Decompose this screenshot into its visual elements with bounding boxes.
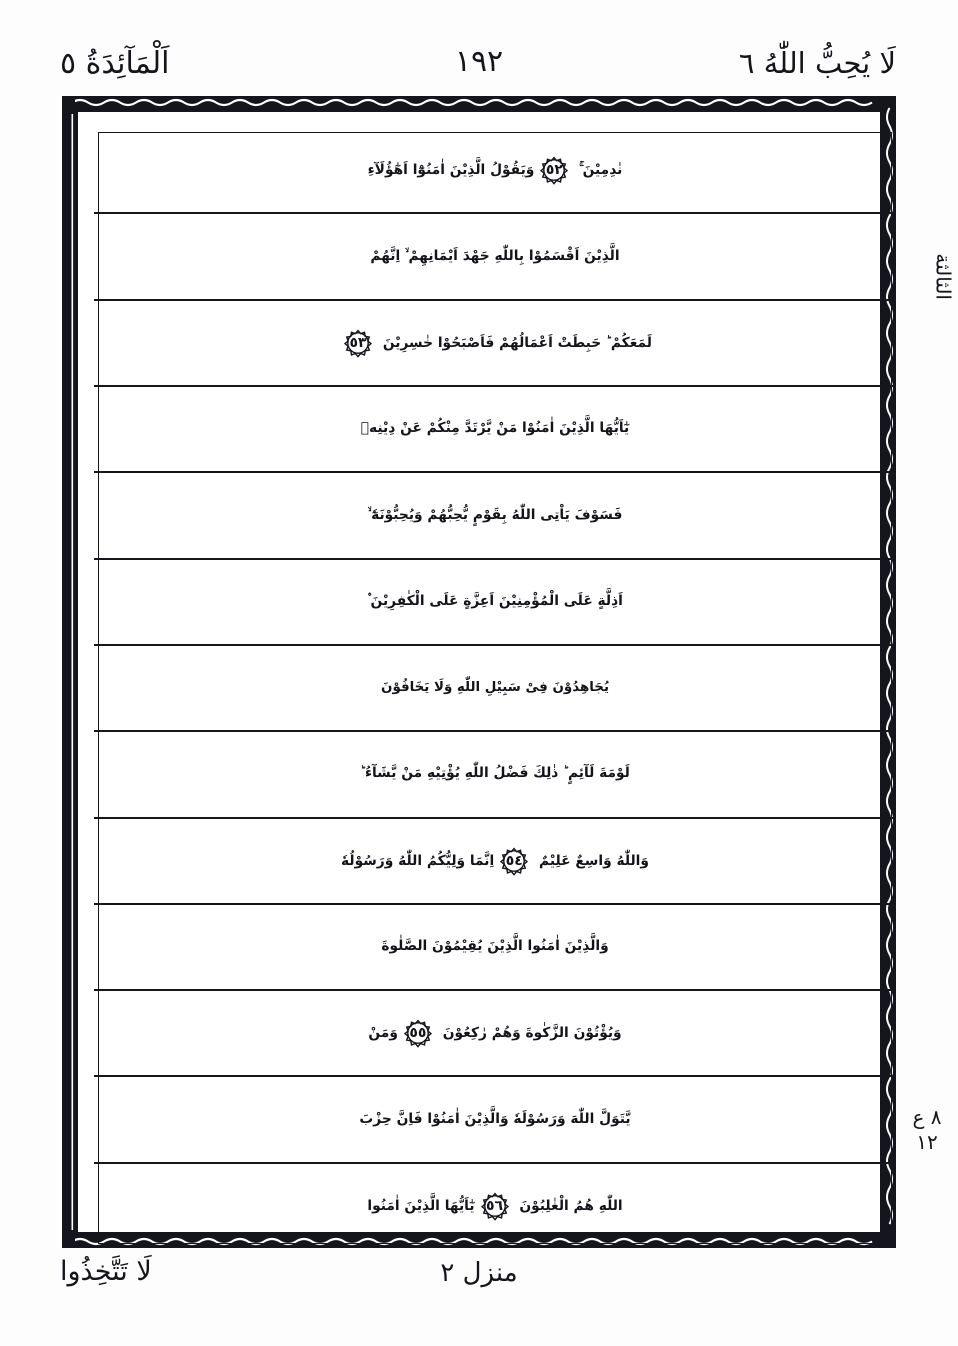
ayah-text-segment: وَالَّذِيْنَ اٰمَنُوا الَّذِيْنَ يُقِيْمُوْنَ الصَّلٰوةَ: [381, 938, 609, 955]
ayah-text-segment: اَذِلَّةٍ عَلَى الْمُؤْمِنِيْنَ اَعِزَّةٍ عَلَى الْكٰفِرِيْنَ ۫: [367, 592, 623, 609]
ayah-text-segment: وَاللّٰهُ وَاسِعٌ عَلِيْمٌ: [534, 852, 649, 869]
ayah-line-text: [94, 153, 896, 187]
ayah-number: ٥٣: [349, 334, 367, 351]
ayah-line: [94, 646, 896, 732]
margin-note-ruku-bottom: ٨ ع ١٢: [912, 1105, 942, 1154]
ornament-band-top: [62, 96, 896, 109]
ayah-text-segment: وَيُؤْتُوْنَ الزَّكٰوةَ وَهُمْ رٰكِعُوْنَ: [437, 1025, 622, 1042]
ayah-number-marker: [478, 1189, 512, 1223]
ayah-text-segment: وَمَنْ: [368, 1025, 398, 1042]
ayah-line-text: [94, 767, 896, 781]
ayah-text-segment: يٰٓاَيُّهَا الَّذِيْنَ اٰمَنُوْا مَنْ يَّرْتَدَّ مِنْكُمْ عَنْ دِيْنِهٖ: [360, 420, 630, 437]
page-header: [0, 42, 958, 94]
ayah-line: [94, 905, 896, 991]
ayah-number: ٥٢: [545, 162, 563, 179]
ayah-number: ٥٤: [505, 852, 523, 869]
ayah-line-text: [94, 1016, 896, 1050]
ayah-line-text: [94, 844, 896, 878]
ayah-line-text: [94, 1189, 896, 1223]
ayah-line-text: [94, 1110, 896, 1127]
ayah-number-marker: [401, 1016, 435, 1050]
ayah-number-marker: [537, 153, 571, 187]
ayah-line: [94, 214, 896, 300]
ayah-line: [94, 473, 896, 559]
ayah-line-text: [94, 681, 896, 694]
ayah-text-segment: لَوْمَةَ لَآئِمٍ ؕ ذٰلِكَ فَضْلُ اللّٰهِ يُؤْتِيْهِ مَنْ يَّشَآءُ ؕ: [360, 765, 630, 782]
page-frame: [62, 96, 896, 1248]
surah-title: اَلْمَآئِدَةُ ٥: [60, 46, 170, 81]
ayah-text-segment: اِنَّمَا وَلِيُّكُمُ اللّٰهُ وَرَسُوْلُهٗ: [341, 852, 495, 869]
page-number: ١٩٢: [454, 44, 504, 79]
ayah-line: [94, 1077, 896, 1163]
ayah-line: [94, 387, 896, 473]
margin-note-ruku-top: الثالثة: [932, 253, 956, 300]
ayah-text-segment: وَيَقُوْلُ الَّذِيْنَ اٰمَنُوْٓا اَهٰٓؤُلَآءِ: [367, 162, 535, 179]
manzil-label: منزل ٢: [440, 1258, 518, 1288]
ayah-line-text: [94, 592, 896, 609]
ayah-text-segment: يَّتَوَلَّ اللّٰهَ وَرَسُوْلَهٗ وَالَّذِيْنَ اٰمَنُوْا فَاِنَّ حِزْبَ: [359, 1110, 631, 1127]
ayah-line-text: [94, 247, 896, 264]
ornament-band-left: [62, 96, 75, 1248]
ayah-text-segment: يُجَاهِدُوْنَ فِىْ سَبِيْلِ اللّٰهِ وَلَا يَخَافُوْنَ: [381, 680, 609, 696]
ayah-number-marker: [497, 844, 531, 878]
ayah-number-marker: [341, 326, 375, 360]
ayah-text-segment: نٰدِمِيْنَ ۚ: [574, 162, 623, 179]
ayah-line-text: [94, 422, 896, 436]
ayah-lines: [94, 128, 896, 1248]
ayah-line: [94, 560, 896, 646]
ayah-line-text: [94, 506, 896, 523]
ayah-text-segment: يٰٓاَيُّهَا الَّذِيْنَ اٰمَنُوا: [367, 1197, 475, 1214]
ayah-text-segment: الَّذِيْنَ اَقْسَمُوْا بِاللّٰهِ جَهْدَ اَيْمَانِهِمْ ۙ اِنَّهُمْ: [370, 247, 620, 264]
ayah-number: ٥٥: [409, 1025, 427, 1042]
juz-title: لَا يُحِبُّ اللّٰهُ ٦: [738, 46, 896, 80]
ayah-line: [94, 732, 896, 818]
ayah-line: [94, 301, 896, 387]
ayah-text-segment: فَسَوْفَ يَاْتِى اللّٰهُ بِقَوْمٍ يُّحِبُّهُمْ وَيُحِبُّوْنَهٗٓ ۙ: [367, 506, 623, 523]
ayah-line: [94, 128, 896, 214]
catchword: لَا تَتَّخِذُوا: [60, 1256, 152, 1287]
ayah-text-segment: لَمَعَكُمْ ؕ حَبِطَتْ اَعْمَالُهُمْ فَاَصْبَحُوْا خٰسِرِيْنَ: [378, 334, 652, 351]
page-footer: [0, 1256, 958, 1316]
ayah-line-text: [94, 940, 896, 954]
ayah-number: ٥٦: [486, 1197, 504, 1214]
ayah-line: [94, 819, 896, 905]
ayah-line-text: [94, 326, 896, 360]
text-panel: [75, 109, 883, 1235]
ayah-line: [94, 1164, 896, 1248]
ayah-line: [94, 991, 896, 1077]
ayah-text-segment: اللّٰهِ هُمُ الْغٰلِبُوْنَ: [514, 1197, 623, 1214]
